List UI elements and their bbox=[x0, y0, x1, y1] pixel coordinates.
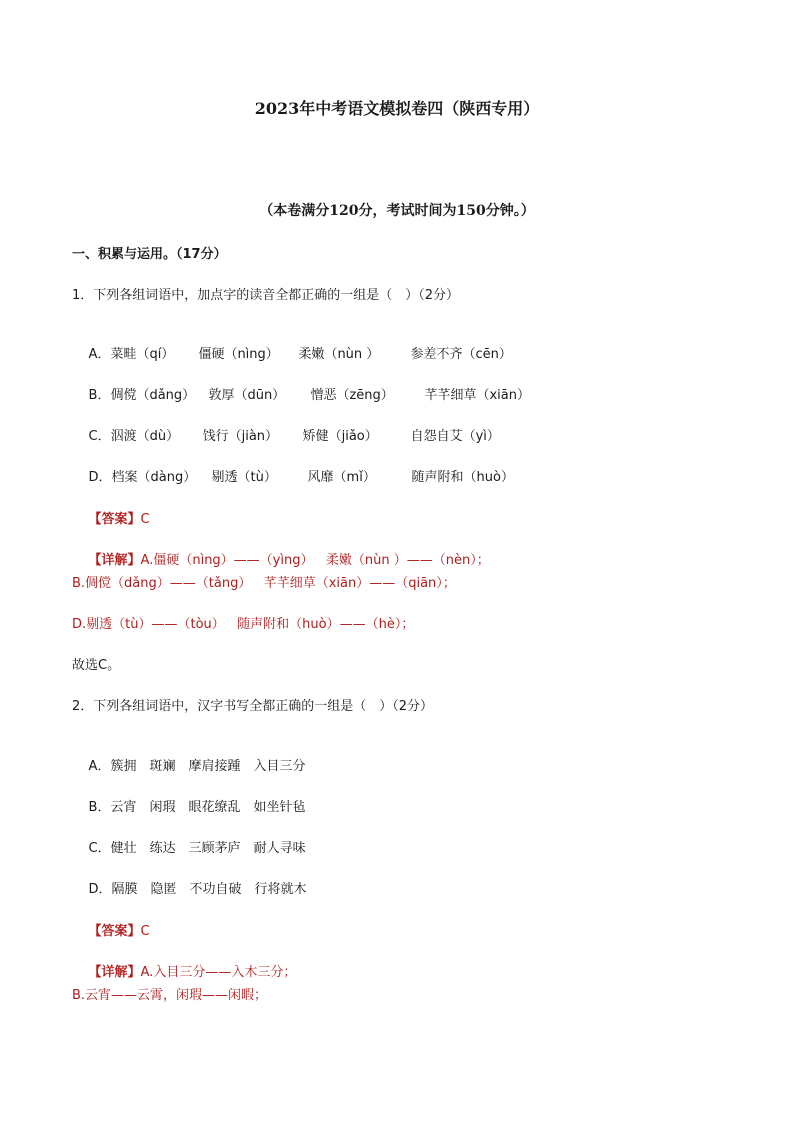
option-item: 饯行（jiàn） bbox=[202, 429, 279, 444]
option-item: 敦厚（dūn） bbox=[208, 388, 286, 403]
option-label: D． bbox=[88, 882, 112, 897]
option-label: C． bbox=[88, 841, 111, 856]
option-item: 僵硬（nìng） bbox=[198, 347, 279, 362]
option-label: B． bbox=[88, 800, 111, 815]
question-1-stem: 1．下列各组词语中，加点字的读音全都正确的一组是（ ）（2分） bbox=[72, 288, 460, 303]
detail-tag: 【详解】 bbox=[88, 553, 141, 568]
detail-text: A.入目三分——入木三分； bbox=[140, 965, 297, 980]
option-item: 泅渡（dù） bbox=[110, 429, 180, 444]
option-label: B． bbox=[88, 388, 111, 403]
question-2-stem: 2．下列各组词语中，汉字书写全都正确的一组是（ ）（2分） bbox=[72, 699, 434, 714]
answer-tag: 【答案】 bbox=[88, 512, 141, 527]
option-item: 芊芊细草（xiān） bbox=[424, 388, 530, 403]
detail-tag: 【详解】 bbox=[88, 965, 141, 980]
question-1-detail-2: B.倜傥（dǎng）——（tǎng） 芊芊细草（xiān）——（qiān）； bbox=[72, 576, 456, 591]
document-subtitle: （本卷满分120分，考试时间为150分钟。） bbox=[259, 203, 535, 219]
question-2-detail-2: B.云宵——云霄，闲瑕——闲暇； bbox=[72, 988, 268, 1003]
option-label: D． bbox=[88, 470, 112, 485]
detail-text: A.僵硬（nìng）——（yìng） 柔嫩（nùn ）——（nèn）； bbox=[140, 553, 490, 568]
option-item: 倜傥（dǎng） bbox=[110, 388, 196, 403]
option-item: 憎恶（zēng） bbox=[310, 388, 394, 403]
answer-value: C bbox=[140, 924, 150, 939]
answer-value: C bbox=[140, 512, 150, 527]
section-heading: 一、积累与运用。（17分） bbox=[72, 247, 227, 262]
option-item: 风靡（mǐ） bbox=[307, 470, 376, 485]
option-item: 剔透（tù） bbox=[211, 470, 277, 485]
option-item: 自怨自艾（yì） bbox=[410, 429, 500, 444]
option-item: 柔嫩（nùn ） bbox=[298, 347, 380, 362]
option-text: 云宵 闲瑕 眼花缭乱 如坐针毡 bbox=[110, 800, 306, 815]
option-label: A． bbox=[88, 759, 111, 774]
option-item: 菜畦（qí） bbox=[110, 347, 175, 362]
option-text: 簇拥 斑斓 摩肩接踵 入目三分 bbox=[110, 759, 306, 774]
option-text: 隔膜 隐匿 不功自破 行将就木 bbox=[111, 882, 307, 897]
option-item: 随声附和（huò） bbox=[411, 470, 514, 485]
option-item: 参差不齐（cēn） bbox=[410, 347, 512, 362]
question-1-conclusion: 故选C。 bbox=[72, 658, 121, 673]
option-item: 档案（dàng） bbox=[111, 470, 197, 485]
option-item: 矫健（jiǎo） bbox=[302, 429, 378, 444]
document-title: 2023年中考语文模拟卷四（陕西专用） bbox=[254, 99, 540, 118]
option-label: A． bbox=[88, 347, 111, 362]
answer-tag: 【答案】 bbox=[88, 924, 141, 939]
option-text: 健壮 练达 三顾茅庐 耐人寻味 bbox=[110, 841, 306, 856]
option-label: C． bbox=[88, 429, 111, 444]
question-1-detail-3: D.剔透（tù）——（tòu） 随声附和（huò）——（hè）； bbox=[72, 617, 415, 632]
